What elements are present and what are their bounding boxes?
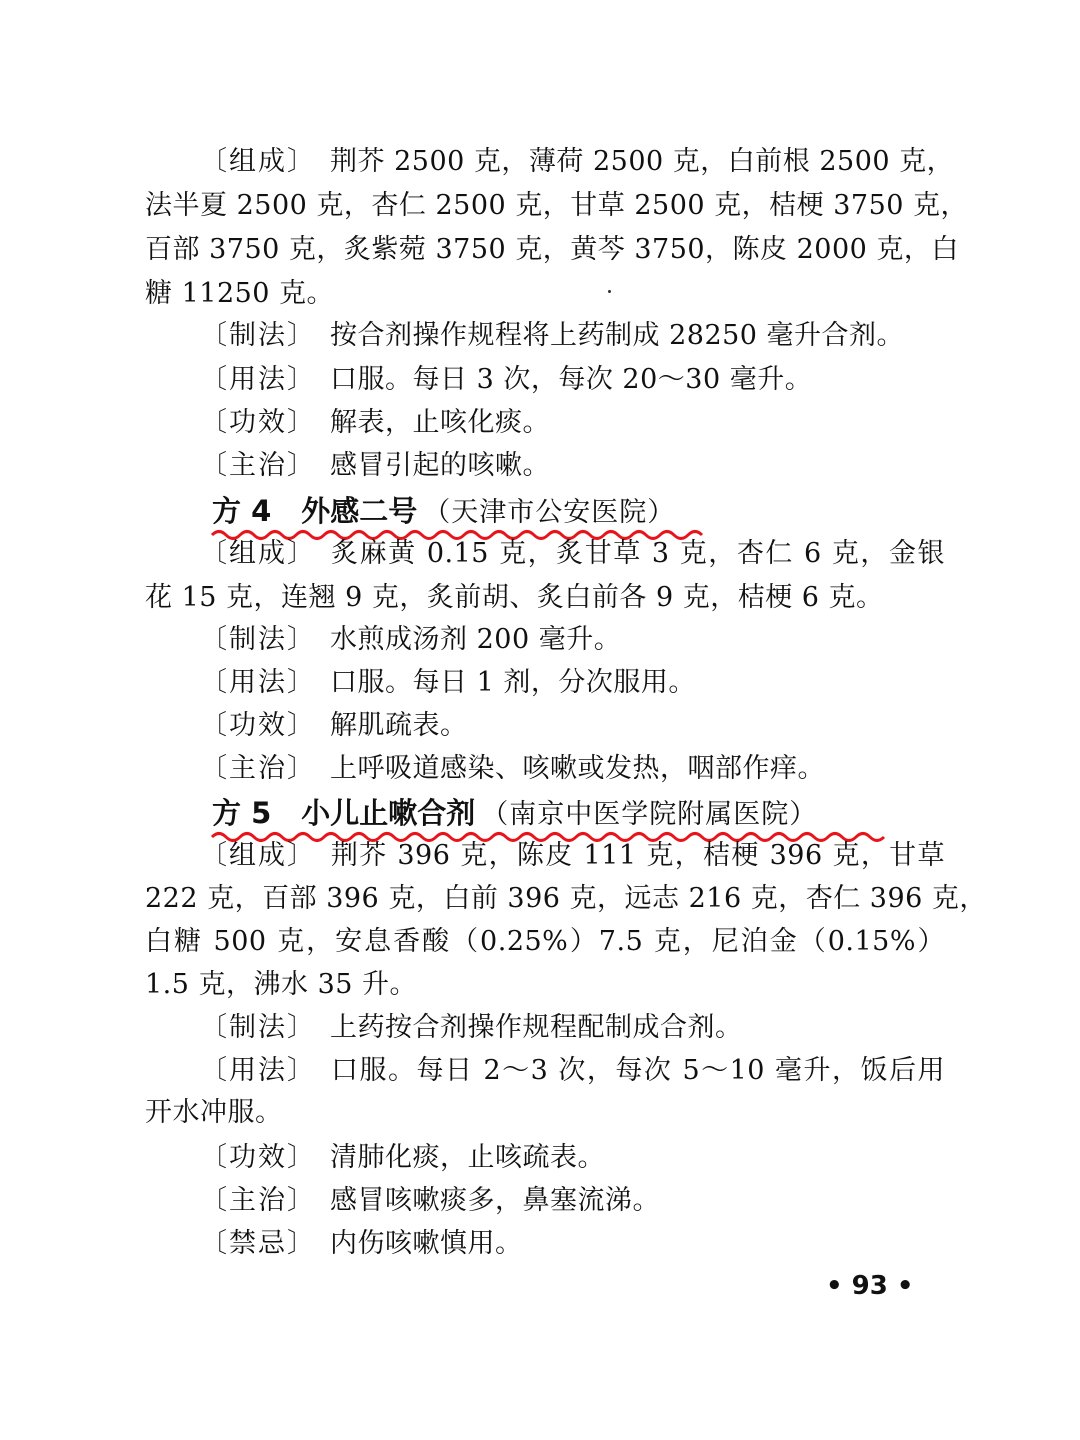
preparation-text: 上药按合剂操作规程配制成合剂。 xyxy=(330,1012,743,1043)
preparation-line xyxy=(200,618,945,662)
preparation-label: 〔制法〕 xyxy=(200,1012,316,1043)
composition-label: 〔组成〕 xyxy=(200,146,316,177)
effect-text: 清肺化痰，止咳疏表。 xyxy=(330,1142,605,1173)
composition-line: 1.5 克，沸水 35 升。 xyxy=(145,969,418,1000)
effect-line xyxy=(200,704,945,748)
preparation-text: 按合剂操作规程将上药制成 28250 毫升合剂。 xyxy=(330,320,905,351)
usage-line xyxy=(200,358,945,402)
usage-text: 口服。每日 3 次，每次 20～30 毫升。 xyxy=(330,364,813,395)
composition-text: 炙麻黄 0.15 克，炙甘草 3 克，杏仁 6 克，金银 xyxy=(330,538,945,569)
indication-label: 〔主治〕 xyxy=(200,753,316,784)
composition-line: 糖 11250 克。 xyxy=(145,278,335,309)
preparation-line xyxy=(200,314,945,358)
formula-heading xyxy=(212,790,952,840)
indication-text: 上呼吸道感染、咳嗽或发热，咽部作痒。 xyxy=(330,753,825,784)
composition-text: 荆芥 396 克，陈皮 111 克，桔梗 396 克，甘草 xyxy=(330,840,945,871)
effect-line xyxy=(200,401,945,445)
preparation-text: 水煎成汤剂 200 毫升。 xyxy=(330,624,622,655)
composition-line xyxy=(200,834,945,878)
usage-line xyxy=(200,661,945,705)
formula-source: （天津市公安医院） xyxy=(423,497,676,528)
usage-label: 〔用法〕 xyxy=(200,667,316,698)
composition-label: 〔组成〕 xyxy=(200,840,316,871)
effect-label: 〔功效〕 xyxy=(200,710,316,741)
usage-label: 〔用法〕 xyxy=(200,1055,316,1086)
formula-number: 方 4 xyxy=(212,494,272,528)
usage-label: 〔用法〕 xyxy=(200,364,316,395)
usage-line: 开水冲服。 xyxy=(145,1097,283,1128)
usage-text: 口服。每日 1 剂，分次服用。 xyxy=(330,667,696,698)
formula-source: （南京中医学院附属医院） xyxy=(481,799,818,830)
print-speck xyxy=(608,290,611,293)
formula-number: 方 5 xyxy=(212,796,272,830)
indication-text: 感冒引起的咳嗽。 xyxy=(330,450,550,481)
composition-line xyxy=(200,140,955,184)
effect-text: 解表，止咳化痰。 xyxy=(330,407,550,438)
composition-line: 花 15 克，连翘 9 克，炙前胡、炙白前各 9 克，桔梗 6 克。 xyxy=(145,582,884,613)
contraindication-line xyxy=(200,1222,945,1266)
usage-text: 口服。每日 2～3 次，每次 5～10 毫升，饭后用 xyxy=(330,1055,945,1086)
contraindication-text: 内伤咳嗽慎用。 xyxy=(330,1228,523,1259)
preparation-line xyxy=(200,1006,945,1050)
composition-line xyxy=(200,532,945,576)
composition-line: 法半夏 2500 克，杏仁 2500 克，甘草 2500 克，桔梗 3750 克， xyxy=(145,190,969,221)
formula-heading xyxy=(212,488,952,538)
composition-text: 荆芥 2500 克，薄荷 2500 克，白前根 2500 克， xyxy=(330,146,955,177)
indication-label: 〔主治〕 xyxy=(200,450,316,481)
contraindication-label: 〔禁忌〕 xyxy=(200,1228,316,1259)
usage-line xyxy=(200,1049,945,1093)
composition-line: 222 克，百部 396 克，白前 396 克，远志 216 克，杏仁 396 克， xyxy=(145,883,987,914)
indication-text: 感冒咳嗽痰多，鼻塞流涕。 xyxy=(330,1185,660,1216)
page-number: • 93 • xyxy=(826,1271,914,1301)
indication-label: 〔主治〕 xyxy=(200,1185,316,1216)
effect-label: 〔功效〕 xyxy=(200,1142,316,1173)
effect-label: 〔功效〕 xyxy=(200,407,316,438)
preparation-label: 〔制法〕 xyxy=(200,624,316,655)
indication-line xyxy=(200,747,945,791)
formula-title: 小儿止嗽合剂 xyxy=(301,796,476,830)
composition-line: 百部 3750 克，炙紫菀 3750 克，黄芩 3750，陈皮 2000 克，白 xyxy=(145,234,959,265)
formula-title: 外感二号 xyxy=(301,494,418,528)
preparation-label: 〔制法〕 xyxy=(200,320,316,351)
composition-line: 白糖 500 克，安息香酸（0.25%）7.5 克，尼泊金（0.15%） xyxy=(145,926,945,957)
effect-line xyxy=(200,1136,945,1180)
composition-label: 〔组成〕 xyxy=(200,538,316,569)
indication-line xyxy=(200,1179,945,1223)
effect-text: 解肌疏表。 xyxy=(330,710,468,741)
indication-line xyxy=(200,444,945,488)
